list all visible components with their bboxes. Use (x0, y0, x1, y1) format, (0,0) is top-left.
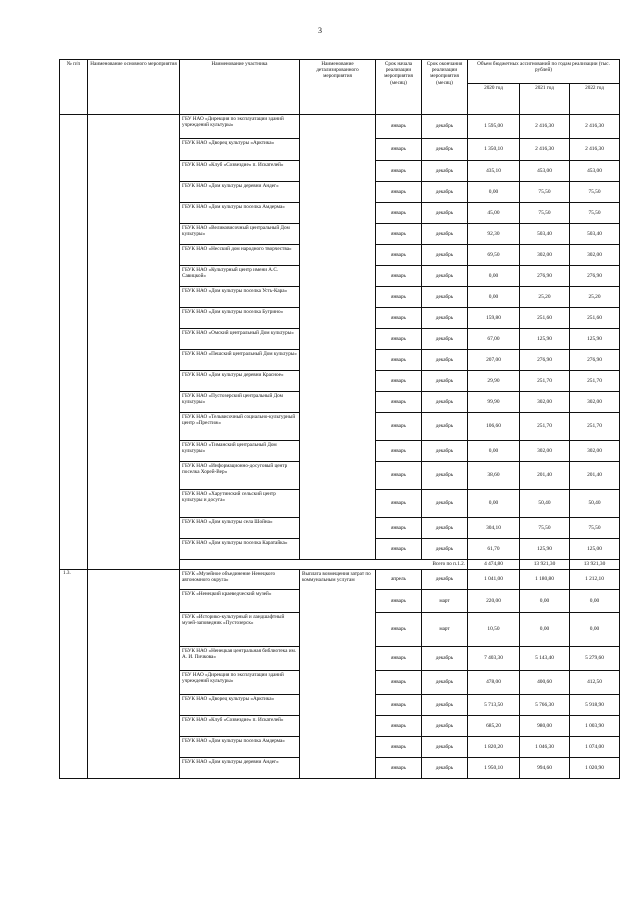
header-2021: 2021 год (520, 84, 570, 115)
end-cell: декабрь (422, 371, 468, 392)
end-cell: декабрь (422, 350, 468, 371)
value-2022-cell: 2 416,30 (570, 139, 620, 161)
section-num-cell: 1.3. (60, 570, 88, 779)
table-row (60, 161, 620, 182)
start-cell: январь (376, 139, 422, 161)
value-2022-cell: 201,40 (570, 462, 620, 490)
activity-cell (300, 308, 376, 329)
num-cell (60, 462, 88, 490)
value-2021-cell: 276,90 (520, 350, 570, 371)
value-2022-cell: 1 074,00 (570, 737, 620, 758)
value-2020-cell: 106,60 (468, 413, 520, 441)
num-cell (60, 203, 88, 224)
activity-cell (300, 115, 376, 139)
value-2020-cell: 1 595,00 (468, 115, 520, 139)
table-row (60, 518, 620, 539)
value-2022-cell: 125,90 (570, 329, 620, 350)
end-cell: декабрь (422, 245, 468, 266)
num-cell (60, 115, 88, 139)
end-cell: декабрь (422, 392, 468, 413)
start-cell: январь (376, 392, 422, 413)
participant-cell: ГБУК НАО «Великовисочный центральный Дом культуры» (180, 224, 300, 245)
value-2020-cell: 67,00 (468, 329, 520, 350)
value-2020-cell: 0,00 (468, 287, 520, 308)
value-2021-cell: 5 766,30 (520, 695, 570, 716)
value-2020-cell: 478,00 (468, 671, 520, 695)
num-cell (60, 371, 88, 392)
value-2022-cell: 453,00 (570, 161, 620, 182)
value-2020-cell: 99,90 (468, 392, 520, 413)
main-event-cell (88, 570, 180, 779)
participant-cell: ГБУК НАО «Дом культуры села Шойна» (180, 518, 300, 539)
start-cell: январь (376, 539, 422, 560)
total-row (60, 560, 620, 570)
start-cell: январь (376, 590, 422, 613)
end-cell: декабрь (422, 182, 468, 203)
value-2022-cell: 503,40 (570, 224, 620, 245)
value-2020-cell: 0,00 (468, 490, 520, 518)
main-event-cell (88, 139, 180, 161)
value-2021-cell: 2 416,30 (520, 139, 570, 161)
value-2020-cell: 61,70 (468, 539, 520, 560)
participant-cell: ГБУК НАО «Пустозерский центральный Дом культуры» (180, 392, 300, 413)
value-2022-cell: 1 003,90 (570, 716, 620, 737)
start-cell: январь (376, 695, 422, 716)
value-2021-cell: 1 046,30 (520, 737, 570, 758)
end-cell: декабрь (422, 266, 468, 287)
activity-cell (300, 266, 376, 287)
table-row (60, 371, 620, 392)
table-row (60, 182, 620, 203)
participant-cell: ГБУК НАО «Омский центральный Дом культуры» (180, 329, 300, 350)
value-2021-cell: 400,60 (520, 671, 570, 695)
activity-cell (300, 182, 376, 203)
value-2021-cell: 251,60 (520, 308, 570, 329)
value-2020-cell: 207,00 (468, 350, 520, 371)
value-2022-cell: 125,00 (570, 539, 620, 560)
activity-cell (300, 490, 376, 518)
start-cell: январь (376, 308, 422, 329)
end-cell: декабрь (422, 287, 468, 308)
num-cell (60, 308, 88, 329)
participant-cell: ГБУК НАО «Информационно-досуговый центр поселка Хорей-Вер» (180, 462, 300, 490)
num-cell (60, 490, 88, 518)
participant-cell: ГБУК НАО «Дом культуры поселка Амдерма» (180, 203, 300, 224)
start-cell: январь (376, 647, 422, 671)
num-cell (60, 539, 88, 560)
value-2022-cell: 302,00 (570, 441, 620, 462)
end-cell: декабрь (422, 695, 468, 716)
start-cell: январь (376, 671, 422, 695)
participant-cell: ГБУК «Ненецкий краеведческий музей» (180, 590, 300, 613)
activity-cell (300, 203, 376, 224)
value-2020-cell: 0,00 (468, 266, 520, 287)
value-2021-cell: 302,00 (520, 441, 570, 462)
value-2022-cell: 50,40 (570, 490, 620, 518)
value-2020-cell: 5 713,50 (468, 695, 520, 716)
participant-cell: ГБУК НАО «Культурный центр имени А.С. Савицкой» (180, 266, 300, 287)
value-2020-cell: 1 820,20 (468, 737, 520, 758)
end-cell: декабрь (422, 115, 468, 139)
value-2022-cell: 302,00 (570, 392, 620, 413)
value-2022-cell: 5 918,90 (570, 695, 620, 716)
activity-cell (300, 245, 376, 266)
main-event-cell (88, 462, 180, 490)
participant-cell: ГБУК НАО «Дом культуры деревни Андег» (180, 758, 300, 779)
value-2021-cell: 75,50 (520, 182, 570, 203)
start-cell: январь (376, 371, 422, 392)
main-event-cell (88, 350, 180, 371)
table-row (60, 139, 620, 161)
end-cell: декабрь (422, 671, 468, 695)
value-2020-cell: 304,10 (468, 518, 520, 539)
value-2021-cell: 994,60 (520, 758, 570, 779)
start-cell: январь (376, 115, 422, 139)
start-cell: январь (376, 716, 422, 737)
start-cell: январь (376, 329, 422, 350)
main-event-cell (88, 441, 180, 462)
participant-cell: ГБУК НАО «Дом культуры деревни Красное» (180, 371, 300, 392)
table-row (60, 287, 620, 308)
start-cell: январь (376, 203, 422, 224)
activity-cell (300, 224, 376, 245)
start-cell: январь (376, 287, 422, 308)
num-cell (60, 329, 88, 350)
total-2022: 13 921,30 (570, 560, 620, 570)
end-cell: декабрь (422, 224, 468, 245)
value-2021-cell: 125,90 (520, 539, 570, 560)
value-2021-cell: 201,40 (520, 462, 570, 490)
value-2022-cell: 1 212,10 (570, 570, 620, 590)
total-spacer (60, 560, 88, 570)
value-2022-cell: 0,00 (570, 613, 620, 647)
page-number: 3 (318, 26, 322, 35)
value-2021-cell: 0,00 (520, 613, 570, 647)
main-event-cell (88, 266, 180, 287)
total-body (60, 560, 620, 570)
value-2020-cell: 159,80 (468, 308, 520, 329)
main-event-cell (88, 413, 180, 441)
main-event-cell (88, 371, 180, 392)
start-cell: январь (376, 758, 422, 779)
participant-cell: ГБУК НАО «Пешский центральный Дом культуры» (180, 350, 300, 371)
value-2022-cell: 2 416,30 (570, 115, 620, 139)
start-cell: январь (376, 518, 422, 539)
participant-cell: ГБУК «Музейное объединение Ненецкого автономного округа» (180, 570, 300, 590)
section-a-body (60, 115, 620, 560)
main-event-cell (88, 392, 180, 413)
main-event-cell (88, 539, 180, 560)
value-2020-cell: 1 350,10 (468, 139, 520, 161)
activity-cell (300, 392, 376, 413)
header-num: № п/п (60, 60, 88, 115)
main-event-cell (88, 161, 180, 182)
main-event-cell (88, 490, 180, 518)
header-end: Срок окончания реализации мероприятия (месяц) (422, 60, 468, 115)
end-cell: декабрь (422, 161, 468, 182)
value-2020-cell: 38,60 (468, 462, 520, 490)
num-cell (60, 518, 88, 539)
value-2021-cell: 50,40 (520, 490, 570, 518)
start-cell: январь (376, 462, 422, 490)
value-2021-cell: 302,00 (520, 392, 570, 413)
start-cell: январь (376, 613, 422, 647)
table-row (60, 115, 620, 139)
start-cell: январь (376, 245, 422, 266)
table-row (60, 441, 620, 462)
end-cell: декабрь (422, 716, 468, 737)
value-2020-cell: 45,00 (468, 203, 520, 224)
num-cell (60, 224, 88, 245)
table-row (60, 245, 620, 266)
total-2020: 4 474,80 (468, 560, 520, 570)
end-cell: декабрь (422, 647, 468, 671)
table-row (60, 266, 620, 287)
num-cell (60, 441, 88, 462)
num-cell (60, 139, 88, 161)
header-2020: 2020 год (468, 84, 520, 115)
end-cell: декабрь (422, 518, 468, 539)
activity-cell (300, 139, 376, 161)
participant-cell: ГБУ НАО «Дирекция по эксплуатации зданий учреждений культуры» (180, 115, 300, 139)
table-header (60, 60, 620, 115)
table-row (60, 308, 620, 329)
num-cell (60, 287, 88, 308)
table-row (60, 413, 620, 441)
value-2022-cell: 251,70 (570, 413, 620, 441)
activity-cell (300, 161, 376, 182)
end-cell: декабрь (422, 758, 468, 779)
value-2022-cell: 75,50 (570, 203, 620, 224)
value-2021-cell: 125,90 (520, 329, 570, 350)
end-cell: декабрь (422, 139, 468, 161)
main-event-cell (88, 329, 180, 350)
participant-cell: ГБУК НАО «Дом культуры поселка Бугрино» (180, 308, 300, 329)
value-2022-cell: 25,20 (570, 287, 620, 308)
activity-cell (300, 287, 376, 308)
value-2020-cell: 1 041,00 (468, 570, 520, 590)
num-cell (60, 161, 88, 182)
value-2022-cell: 412,50 (570, 671, 620, 695)
main-event-cell (88, 518, 180, 539)
activity-cell (300, 413, 376, 441)
end-cell: декабрь (422, 737, 468, 758)
start-cell: январь (376, 441, 422, 462)
end-cell: декабрь (422, 203, 468, 224)
participant-cell: ГБУК НАО «Несский дом народного творчества» (180, 245, 300, 266)
participant-cell: ГБУК НАО «Дворец культуры «Арктика» (180, 695, 300, 716)
value-2020-cell: 10,50 (468, 613, 520, 647)
value-2021-cell: 1 180,80 (520, 570, 570, 590)
total-2021: 13 921,30 (520, 560, 570, 570)
end-cell: декабрь (422, 570, 468, 590)
participant-cell: ГБУК НАО «Ненецкая центральная библиотека им. А. И. Пичкова» (180, 647, 300, 671)
activity-cell (300, 350, 376, 371)
value-2022-cell: 75,50 (570, 182, 620, 203)
participant-cell: ГБУК НАО «Дом культуры деревни Андег» (180, 182, 300, 203)
value-2021-cell: 2 416,30 (520, 115, 570, 139)
value-2020-cell: 69,50 (468, 245, 520, 266)
value-2020-cell: 92,30 (468, 224, 520, 245)
start-cell: январь (376, 266, 422, 287)
activity-cell: Выплата возмещения затрат по коммунальным услугам (300, 570, 376, 779)
table-row (60, 350, 620, 371)
value-2021-cell: 25,20 (520, 287, 570, 308)
end-cell: декабрь (422, 539, 468, 560)
budget-table (59, 59, 620, 779)
start-cell: январь (376, 413, 422, 441)
activity-cell (300, 462, 376, 490)
section-b-body (60, 570, 620, 779)
start-cell: январь (376, 224, 422, 245)
value-2020-cell: 435,10 (468, 161, 520, 182)
end-cell: декабрь (422, 441, 468, 462)
table-row (60, 224, 620, 245)
value-2020-cell: 1 950,10 (468, 758, 520, 779)
value-2022-cell: 302,00 (570, 245, 620, 266)
participant-cell: ГБУК НАО «Харутинский сельский центр культуры и досуга» (180, 490, 300, 518)
value-2020-cell: 220,00 (468, 590, 520, 613)
participant-cell: ГБУК НАО «Дом культуры поселка Каратайка» (180, 539, 300, 560)
start-cell: январь (376, 161, 422, 182)
activity-cell (300, 441, 376, 462)
header-main-event: Наименование основного мероприятия (88, 60, 180, 115)
value-2021-cell: 980,00 (520, 716, 570, 737)
num-cell (60, 350, 88, 371)
main-event-cell (88, 115, 180, 139)
num-cell (60, 392, 88, 413)
activity-cell (300, 518, 376, 539)
table-row (60, 490, 620, 518)
main-event-cell (88, 224, 180, 245)
header-activity: Наименование детализированного мероприятия (300, 60, 376, 115)
start-cell: январь (376, 490, 422, 518)
value-2021-cell: 302,00 (520, 245, 570, 266)
num-cell (60, 266, 88, 287)
end-cell: декабрь (422, 329, 468, 350)
num-cell (60, 413, 88, 441)
value-2021-cell: 503,40 (520, 224, 570, 245)
start-cell: январь (376, 350, 422, 371)
start-cell: апрель (376, 570, 422, 590)
end-cell: март (422, 590, 468, 613)
total-label: Всего по п.1.2. (180, 560, 468, 570)
activity-cell (300, 371, 376, 392)
value-2021-cell: 75,50 (520, 518, 570, 539)
value-2022-cell: 5 279,60 (570, 647, 620, 671)
activity-cell (300, 539, 376, 560)
table-row (60, 392, 620, 413)
start-cell: январь (376, 737, 422, 758)
value-2021-cell: 251,70 (520, 371, 570, 392)
main-event-cell (88, 203, 180, 224)
value-2022-cell: 75,50 (570, 518, 620, 539)
main-event-cell (88, 182, 180, 203)
participant-cell: ГБУК НАО «Тиманский центральный Дом культуры» (180, 441, 300, 462)
activity-cell (300, 329, 376, 350)
total-spacer (88, 560, 180, 570)
value-2020-cell: 0,00 (468, 441, 520, 462)
value-2022-cell: 251,70 (570, 371, 620, 392)
participant-cell: ГБУК НАО «Дом культуры поселка Амдерма» (180, 737, 300, 758)
value-2021-cell: 0,00 (520, 590, 570, 613)
value-2022-cell: 1 020,90 (570, 758, 620, 779)
value-2020-cell: 29,90 (468, 371, 520, 392)
table-row (60, 462, 620, 490)
participant-cell: ГБУК НАО «Дворец культуры «Арктика» (180, 139, 300, 161)
value-2020-cell: 0,00 (468, 182, 520, 203)
header-participant: Наименование участника (180, 60, 300, 115)
header-budget: Объем бюджетных ассигнований по годам реализации (тыс. рублей) (468, 60, 620, 84)
main-event-cell (88, 308, 180, 329)
end-cell: декабрь (422, 413, 468, 441)
value-2021-cell: 453,00 (520, 161, 570, 182)
participant-cell: ГБУ НАО «Дирекция по эксплуатации зданий учреждений культуры» (180, 671, 300, 695)
main-event-cell (88, 287, 180, 308)
participant-cell: ГБУК НАО «Тельвисочный социально-культурный центр «Престиж» (180, 413, 300, 441)
header-2022: 2022 год (570, 84, 620, 115)
end-cell: декабрь (422, 308, 468, 329)
value-2022-cell: 251,60 (570, 308, 620, 329)
participant-cell: ГБУК «Историко-культурный и ландшафтный музей-заповедник «Пустозерск» (180, 613, 300, 647)
value-2021-cell: 251,70 (520, 413, 570, 441)
participant-cell: ГБУК НАО «Клуб «Созвездие» п. Искателей» (180, 716, 300, 737)
end-cell: декабрь (422, 490, 468, 518)
value-2021-cell: 5 143,40 (520, 647, 570, 671)
value-2022-cell: 276,90 (570, 350, 620, 371)
participant-cell: ГБУК НАО «Клуб «Созвездие» п. Искателей» (180, 161, 300, 182)
main-event-cell (88, 245, 180, 266)
value-2020-cell: 685,20 (468, 716, 520, 737)
start-cell: январь (376, 182, 422, 203)
value-2020-cell: 7 403,30 (468, 647, 520, 671)
table-row (60, 539, 620, 560)
num-cell (60, 245, 88, 266)
value-2021-cell: 75,50 (520, 203, 570, 224)
end-cell: декабрь (422, 462, 468, 490)
header-start: Срок начала реализации мероприятия (месяц) (376, 60, 422, 115)
table-row (60, 329, 620, 350)
participant-cell: ГБУК НАО «Дом культуры поселка Усть-Кара» (180, 287, 300, 308)
table-row (60, 570, 620, 590)
num-cell (60, 182, 88, 203)
value-2021-cell: 276,90 (520, 266, 570, 287)
value-2022-cell: 0,00 (570, 590, 620, 613)
end-cell: март (422, 613, 468, 647)
value-2022-cell: 276,90 (570, 266, 620, 287)
table-row (60, 203, 620, 224)
